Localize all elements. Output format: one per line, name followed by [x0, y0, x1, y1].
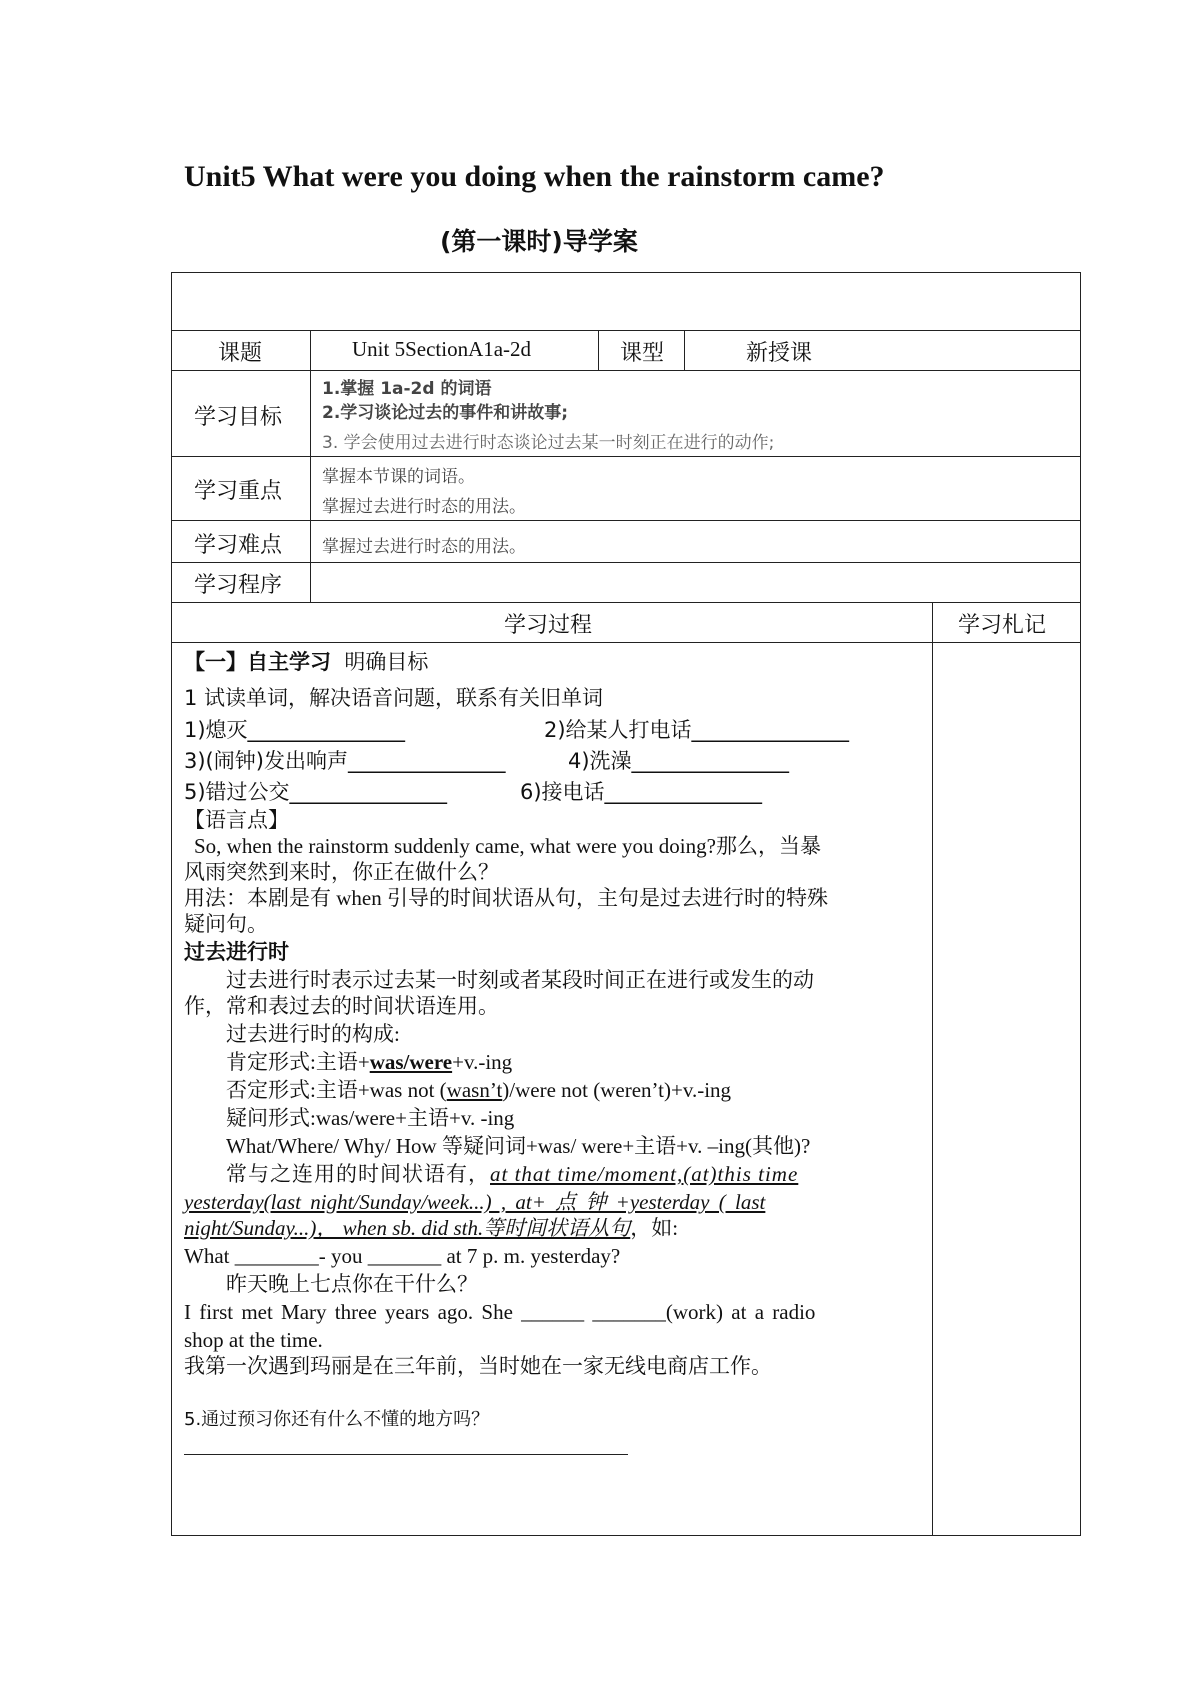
vocab-row-1: 1)熄灭_______________ 2)给某人打电话_______________ — [184, 718, 850, 742]
usage-line-2: 疑问句。 — [184, 912, 268, 936]
key-point-2: 掌握过去进行时态的用法。 — [322, 497, 526, 517]
time-adverbials-line-2: yesterday(last night/Sunday/week...) , at+ 点 钟 +yesterday ( last — [184, 1190, 766, 1214]
language-point-heading: 【语言点】 — [184, 808, 289, 832]
document-subtitle: (第一课时)导学案 — [440, 227, 638, 256]
example-1-line-2: 风雨突然到来时，你正在做什么？ — [184, 860, 499, 884]
goal-2: 2.学习谈论过去的事件和讲故事; — [322, 403, 569, 423]
goals-label: 学习目标 — [194, 405, 283, 430]
document-title: Unit5 What were you doing when the rainstorm came? — [184, 160, 885, 193]
section1-heading: 【一】自主学习 明确目标 — [184, 650, 429, 674]
example-2: What ________- you _______ at 7 p. m. yesterday? — [184, 1244, 621, 1268]
description-line-1: 过去进行时表示过去某一时刻或者某段时间正在进行或发生的动 — [226, 968, 814, 992]
key-point-1: 掌握本节课的词语。 — [322, 467, 475, 487]
example-3-line-2: shop at the time. — [184, 1328, 323, 1352]
goal-1: 1.掌握 1a-2d 的词语 — [322, 379, 492, 399]
item-1: 1 试读单词，解决语音问题，联系有关旧单词 — [184, 686, 604, 710]
process-header: 学习过程 — [504, 613, 593, 638]
time-adverbials-line-1: 常与之连用的时间状语有，at that time/moment,(at)this time — [226, 1162, 799, 1186]
past-continuous-title: 过去进行时 — [184, 940, 289, 964]
topic-label: 课题 — [218, 341, 263, 366]
affirmative-form: 肯定形式:主语+was/were+v.-ing — [226, 1050, 513, 1074]
structure-title: 过去进行时的构成: — [226, 1022, 400, 1046]
wh-question-form: What/Where/ Why/ How 等疑问词+was/ were+主语+v. –ing(其他)? — [226, 1134, 811, 1158]
vocab-row-3: 5)错过公交_______________ 6)接电话_______________ — [184, 780, 763, 804]
notes-header: 学习札记 — [958, 613, 1047, 638]
goal-3: 3. 学会使用过去进行时态谈论过去某一时刻正在进行的动作; — [322, 433, 775, 453]
item-5: 5.通过预习你还有什么不懂的地方吗？ — [184, 1409, 490, 1430]
negative-form: 否定形式:主语+was not (wasn’t)/were not (weren’t)+v.-ing — [226, 1078, 732, 1102]
vocab-row-2: 3)(闹钟)发出响声_______________ 4)洗澡_______________ — [184, 749, 790, 773]
answer-line[interactable] — [184, 1454, 628, 1455]
description-line-2: 作，常和表过去的时间状语连用。 — [184, 994, 499, 1018]
example-2-translation: 昨天晚上七点你在干什么？ — [226, 1272, 478, 1296]
usage-line-1: 用法：本剧是有 when 引导的时间状语从句，主句是过去进行时的特殊 — [184, 886, 828, 910]
type-value: 新授课 — [746, 341, 813, 366]
example-1-line-1: So, when the rainstorm suddenly came, what were you doing?那么，当暴 — [194, 834, 821, 858]
example-3-line-1: I first met Mary three years ago. She ______ _______(work) at a radio — [184, 1300, 816, 1324]
type-label: 课型 — [620, 341, 665, 366]
procedure-label: 学习程序 — [194, 573, 283, 598]
time-adverbials-line-3: night/Sunday...)， when sb. did sth.等时间状语从句，如: — [184, 1216, 679, 1240]
topic-value: Unit 5SectionA1a-2d — [352, 337, 532, 361]
difficulty-label: 学习难点 — [194, 533, 283, 558]
key-points-label: 学习重点 — [194, 479, 283, 504]
difficulty-value: 掌握过去进行时态的用法。 — [322, 537, 526, 557]
question-form: 疑问形式:was/were+主语+v. -ing — [226, 1106, 515, 1130]
example-3-translation: 我第一次遇到玛丽是在三年前，当时她在一家无线电商店工作。 — [184, 1354, 772, 1378]
